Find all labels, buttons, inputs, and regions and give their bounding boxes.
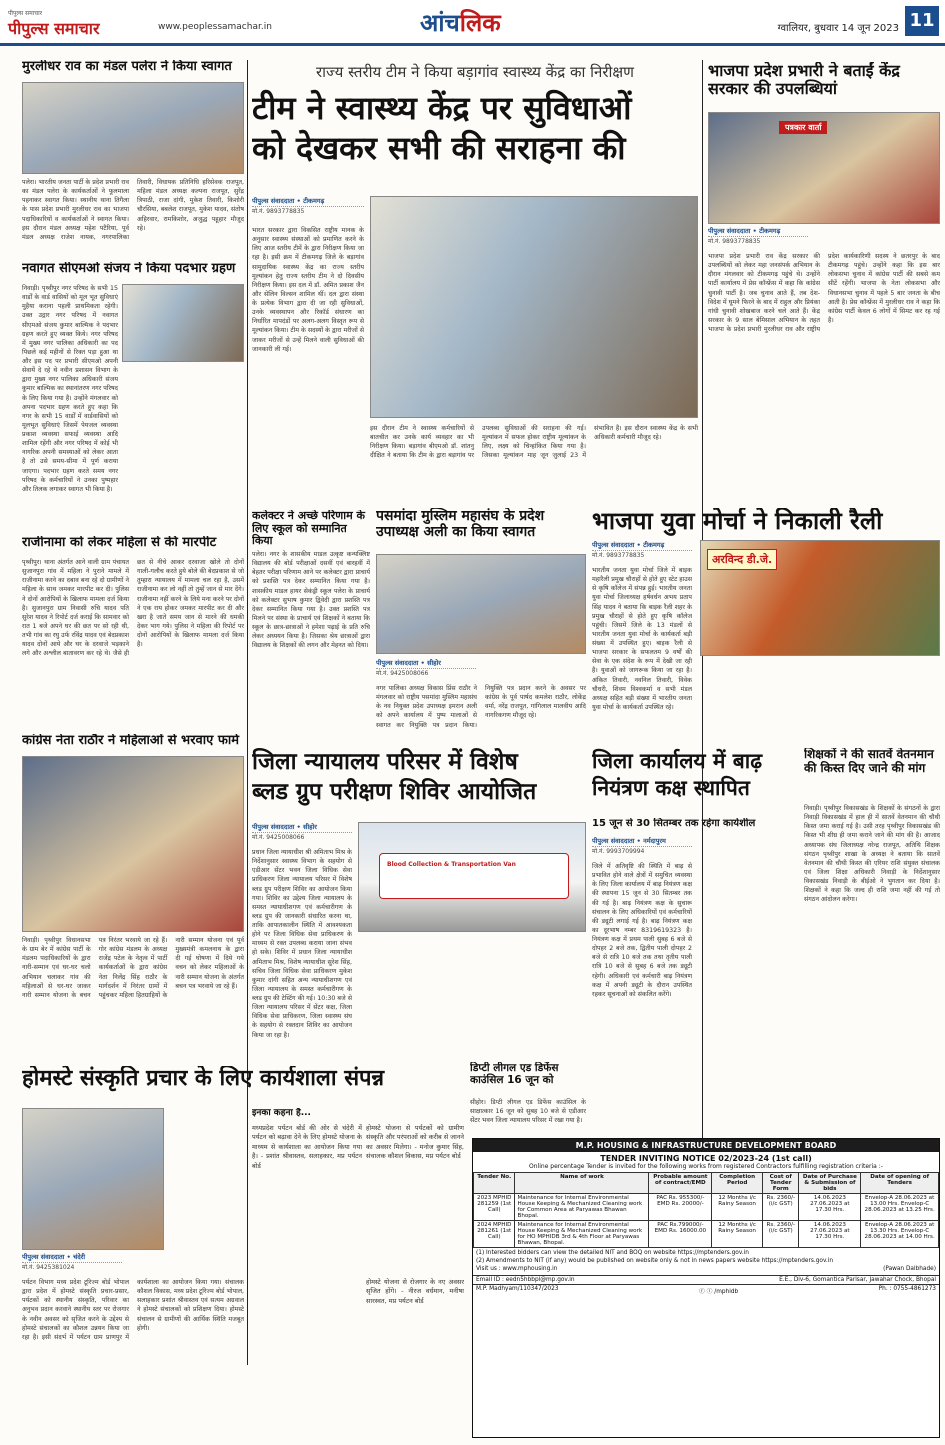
th-name: Name of work	[515, 1173, 649, 1194]
story7-headline: कलेक्टर ने अच्छे परिणाम के लिए स्कूल को सम्मानित किया	[252, 510, 365, 548]
van-shape	[379, 853, 569, 899]
press-caption: पत्रकार वार्ता	[779, 121, 827, 134]
story1-body: पलेरा। भारतीय जनता पार्टी के प्रदेश प्रभारी राव का मंडल पलेरा के कार्यकर्ताओं ने फूलमाला पहनाकर स्वागत किया। स्थानीय थाना तिगैला के पास प्रदेश प्रभारी मुरलीधर राव का भाजपा पदाधिकारियों व कार्यकर्ताओं ने स्वागत किया। इस दौरान मंडल अध्यक्ष महेश पटैरिया, पूर्व मंडल अध्यक्ष राजेश नायक, नगरपालिका तिवारी, विधायक प्रतिनिधि हरिसेवक राजपूत, महिला मंडल अध्यक्ष कल्पना राजपूत, सुरेंद्र त्रिपाठी, राजा दांगी, मुकेश तिवारी, किशोरी चौरसिया, बबलेश राजपूत, मुकेश यादव, संतोष अहिरवार, रामकिशोर, अजुद्ध पहूहार मौजूद रहे।	[22, 179, 244, 241]
story14-body-a: पर्यटन विभाग मध्य प्रदेश टूरिज्म बोर्ड भोपाल द्वारा प्रदेश में होमस्टे संस्कृति प्रचार-प्रसार, पर्यटकों को स्थानीय संस्कृति, परिवार का अनुभव प्रदान करवाने स्थानीय स्तर पर रोजगार के नवीन अवसर को सृजित करने के उद्देश्य से होमस्टे संचालकों का कौशल उन्नयन किया जा रहा है। इसी संदर्भ में पर्यटन ग्राम प्राणपुर में कार्यशाला का आयोजन किया गया। संचालक कौशल विकास, मध्य प्रदेश टूरिज्म बोर्ड भोपाल, सलाहकार प्रशांत श्रीवास्तव एवं सत्यम अग्रवाल ने होमस्टे संचालकों को प्रशिक्षण दिया। होमस्टे संचालन से ग्रामीणों की आर्थिक स्थिति मजबूत होगी।	[22, 1279, 244, 1341]
section-title	[420, 6, 501, 39]
quote-label: इनका कहना है...	[252, 1108, 311, 1118]
social-handle[interactable]: /mphidb	[714, 1289, 739, 1296]
story2-headline: नवागत सीएमओ संजय ने किया पदभार ग्रहण	[22, 262, 236, 276]
story14-headline: होमस्टे संस्कृति प्रचार के लिए कार्यशाला संपन्न	[22, 1066, 385, 1091]
story13-headline: शिक्षकों ने की सातवें वेतनमान की किस्त दिए जाने की मांग	[804, 748, 934, 775]
table-row: 2023 MPHID 281259 (1st Call) Maintenance for Internal Environmental House Keeping & Mechanized Cleaning work for Common Area at Paryawas Bhawan Bhopal. PAC Rs. 955300/- EMD Rs. 20000/- 12 Months i/c Rainy Season Rs. 2360/- (i/c GST) 14.06.2023 27.06.2023 at 17.30 Hrs. Envelop-A 28.06.2023 at 13.00 Hrs. Envelop-C 28.06.2023 at 13.25 Hrs.	[474, 1194, 939, 1221]
th-tender-no: Tender No.	[474, 1173, 515, 1194]
th-cost: Cost of Tender Form	[763, 1173, 799, 1194]
story11-body-a: जिले में अतिवृष्टि की स्थिति में बाढ़ से प्रभावित होने वाले क्षेत्रों में समुचित व्यवस्था के लिए जिला कार्यालय में बाढ़ नियंत्रण कक्ष की स्थापना 15 जून से 30 सितम्बर तक की गई है। बाढ़ नियंत्रण कक्ष के सुचारू संचालन के लिए अधिकारियों एवं कर्मचारियों की ड्यूटी लगाई गई है। बाढ़ नियंत्रण कक्ष का दूरभाष नम्बर 8319619323 है। नियंत्रण कक्ष में प्रथम पाली सुबह 6 बजे से दोपहर 2 बजे तक, द्वितीय पाली दोपहर 2 बजे से रात्रि 10 बजे तक तथा तृतीय पाली रात्रि 10 बजे से सुबह 6 बजे तक ड्यूटी रहेगी। अधिकारी एवं कर्मचारी बाढ़ नियंत्रण कक्ष में अपनी ड्यूटी के दौरान उपस्थित रहकर सूचनाओं को संकलित करेंगे।	[592, 863, 692, 998]
table-row: 2024 MPHID 281261 (1st Call) Maintenance for Internal Environmental House Keeping & Mechanized Cleaning work for HO MPHIDB 3rd & 4th Floor at Paryawas Bhawan, Bhopal. PAC Rs.799000/- EMD Rs. 16000.00 12 Months i/c Rainy Season Rs. 2360/- (i/c GST) 14.06.2023 27.06.2023 at 17.30 Hrs. Envelop-A 28.06.2023 at 13.30 Hrs. Envelop-C 28.06.2023 at 14.00 Hrs.	[474, 1221, 939, 1248]
tender-address: E.E., Div-6, Gomantica Parisar, Jawahar Chock, Bhopal	[779, 1277, 936, 1284]
tender-board: M.P. HOUSING & INFRASTRUCTURE DEVELOPMENT BOARD	[473, 1139, 939, 1152]
story2-body-a: निवाड़ी। पृथ्वीपुर नगर परिषद के सभी 15 वार्डों के वार्ड वासियों को मूल भूत सुविधाएं मुहैया कराना पहली प्राथमिकता रहेगी। उक्त उद्गार नगर परिषद में नवागत सीएमओ संजय कुमार बाल्मिक ने पदभार ग्रहण करते हुए व्यक्त किये। नगर परिषद में मुख्य नगर पालिका अधिकारी का पद पिछले कई महीनों से रिक्त पड़ा हुआ था और इस पद पर प्रभारी सीएमओ अपनी सेवायें दे रहे थे नवीन प्रशासन विभाग के द्वारा मुख्य नगर पालिका अधिकारी संजय कुमार बाल्मिक का स्थानांतरण नगर परिषद के लिए किया गया है। उन्होंने मंगलवार को अपना पदभार ग्रहण करते हुए कहा कि नगर के सभी 15 वार्डों में वार्डवासियों को मूलभूत सुविधाएं जिसमें पेयजल व्यवस्था प्रकाश व्यवस्था सफाई व्यवस्था आदि शामिल रहेंगी और नगर परिषद में कोई भी नागरिक अपनी समस्याओं को लेकर आता है तो उसे समय-सीमा में पूर्ण कराया जाएगा। पदभार ग्रहण करते समय नगर परिषद के कर्मचारियों ने उनका पुष्पहार और तिलक लगाकर स्वागत भी किया है।	[22, 285, 118, 493]
story11-body-b	[698, 838, 798, 1056]
story8-headline: पसमांदा मुस्लिम महासंघ के प्रदेश उपाध्यक्ष अली का किया स्वागत	[376, 508, 545, 541]
tender-footer-1	[473, 1275, 939, 1284]
story10-byline: पीपुल्स संवाददाता • सीहोर मो.नं. 9425008066	[252, 822, 352, 846]
twitter-icon[interactable]: ⓣ	[706, 1289, 713, 1296]
tender-subtitle: Online percentage Tender is invited for the following works from registered Contractors fulfilling registration criteria :-	[529, 1163, 883, 1170]
story6-body: भाजपा प्रदेश प्रभारी राव केंद्र सरकार की उपलब्धियों को लेकर महा जनसंपर्क अभियान के दौरान मंगलवार को टीकमगढ़ पहुंचे थे। उन्होंने पार्टी कार्यालय में प्रेस कॉन्फ्रेंस में कहा कि कांग्रेस चुनावी पार्टी है। जब चुनाव आते हैं, तब देश-विदेश में घूमने फिरने के बाद में राहुल और प्रियंका गांधी चुनावी शोखबाज करने चले आते हैं। केंद्र सरकार के 9 साल बेमिसाल अभियान के तहत भाजपा के प्रदेश प्रभारी मुरलीधर राव और राष्ट्रीय प्रदेश कार्यकारिणी सदस्य ने छतरपुर के बाद टीकमगढ़ पहुंचे। उन्होंने कहा कि इस बार लोकसभा चुनाव में कांग्रेस पार्टी की सबसे कम सीटें रहेंगी। भाजपा के नेता लोकसभा और विधानसभा चुनाव में पहले 5 बार जनता के बीच आती है। प्रेस कॉन्फ्रेंस में मुरलीधर राव ने कहा कि कांग्रेस पार्टी केवल 6 लोगों में सिमट कर रह गई है।	[708, 253, 940, 333]
story6-photo	[708, 112, 940, 224]
section-title-a: आंच	[420, 9, 460, 37]
story9-body-b	[700, 660, 940, 740]
facebook-icon[interactable]: ⓕ	[698, 1289, 705, 1296]
lead-body-b: इस दौरान टीम ने स्वास्थ्य कर्मचारियों से बातचीत कर उनके कार्य व्यवहार का भी निरीक्षण किया। बड़ागांव बीएमओ डॉ. शांतनु दीक्षित ने बताया कि टीम के द्वारा बड़ागांव पर उपलब्ध सुविधाओं की सराहना की गई। मूल्यांकन में सफल होकर राष्ट्रीय मूल्यांकन के लिए, लक्ष्य को चिन्हांकित किया गया है। जिसका मूल्यांकन माह जून जुलाई 23 में संभावित है। इस दौरान स्वास्थ्य केंद्र के सभी अधिकारी कर्मचारी मौजूद रहे।	[370, 425, 698, 460]
th-purchase: Date of Purchase & Submission of bids	[799, 1173, 861, 1194]
tender-madhyam: M.P. Madhyam/110347/2023	[476, 1286, 559, 1293]
website-url[interactable]: www.peoplessamachar.in	[158, 22, 272, 32]
tender-footer-2	[473, 1284, 939, 1296]
story6-byline: पीपुल्स संवाददाता • टीकमगढ़ मो.नं. 9893778835	[708, 226, 808, 250]
story8-body: नगर पालिका अध्यक्ष विकास प्रिंस राठौर ने मंगलवार को राष्ट्रीय पसमांदा मुस्लिम महासंघ के नव नियुक्त प्रदेश उपाध्यक्ष इमरान अली को अपने कार्यालय में पुष्प मालाओं से स्वागत कर नियुक्ति पत्र प्रदान किया। नियुक्ति पत्र प्रदान करने के अवसर पर कांग्रेस के पूर्व पार्षद कमलेश राठौर, लोकेंद्र वर्मा, नरेंद्र राजपूत, गांगिलाल मालवीय आदि नागरिकगण मौजूद रहे।	[376, 685, 586, 729]
story10-body-b	[358, 936, 586, 1058]
story4-photo	[22, 756, 244, 932]
quote-2: होमस्टे योजना से पर्यटकों को ग्रामीण संस्कृति और परंपराओं को करीब से जानने का अवसर मिलेगा। - मनोज कुमार सिंह, संचालक कौशल विकास, मप्र पर्यटन बोर्ड	[366, 1124, 464, 1161]
lead-body-a: भारत सरकार द्वारा विकसित राष्ट्रीय मानक के अनुसार स्वास्थ्य संस्थाओं को प्रमाणित करने के लिए आज स्तरीय टीमें के द्वारा निरीक्षण किया जा रहा है। इसी क्रम में टीकमगढ़ जिले के बड़ागांव सामुदायिक स्वास्थ्य केंद्र का राज्य स्तरीय मूल्यांकन हेतु राज्य स्तरीय टीम ने दो दिवसीय निरीक्षण किया। इस दल में डॉ. अमित प्रकाश जैन और सेलिन विल्सन शामिल थीं। दल द्वारा संस्था के प्रत्येक विभाग द्वारा दी जा रही सुविधाओं, उनके व्यवस्थापन और रिकॉर्ड संधारण का निर्धारित मापदंडों पर अलग-अलग विस्तृत रूप से मूल्यांकन किया। टीम के सदस्यों के द्वारा मरीजों से जाकर मरीजों से उन्हें मिलने वाली सुविधाओं की जानकारी ली गई।	[252, 227, 364, 353]
story3-headline: राजीनामा को लेकर महिला से की मारपीट	[22, 536, 217, 550]
lead-byline: पीपुल्स संवाददाता • टीकमगढ़ मो.नं. 9893778835	[252, 196, 364, 222]
story14-byline: पीपुल्स संवाददाता • चंदेरी मो.नं. 9425381024	[22, 1252, 122, 1276]
tender-phone: Ph. : 0755-4861273	[878, 1286, 936, 1293]
tender-note-1[interactable]: (1) Interested bidders can view the detailed NIT and BOQ on website https://mptenders.gov.in	[476, 1250, 749, 1256]
logo-tag: पीपुल्स समाचार	[8, 10, 43, 17]
social-icons[interactable]	[699, 1286, 738, 1295]
th-period: Completion Period	[712, 1173, 763, 1194]
story9-photo	[700, 540, 940, 656]
quote-3: होमस्टे योजना से रोजगार के नए अवसर सृजित होंगे। - नीरज वर्धमान, मनीषा सारस्वत, मप्र पर्यटन बोर्ड	[366, 1278, 464, 1305]
story9-byline: पीपुल्स संवाददाता • टीकमगढ़ मो.नं. 9893778835	[592, 540, 692, 564]
logo-text: पीपुल्स समाचार	[8, 19, 100, 38]
tender-email[interactable]: Email ID : eedn5hbbpl@mp.gov.in	[476, 1277, 575, 1284]
story3-body: पृथ्वीपुर। थाना अंतर्गत आने वाली ग्राम पंचायत सुजानपुरा गांव में महिला ने पुराने मामले में राजीनामा करने का दबाव बना रहे दो ग्रामीणों ने महिला के साथ जमकर मारपीट कर दी। पुलिस ने दोनों आरोपियों के खिलाफ मामला दर्ज किया है। सुजानपुरा ग्राम निवासी रुचि यादव पति सुरेश यादव ने रिपोर्ट दर्ज कराई कि सामवार को रात 1 बजे अपने घर की छत पर सो रही थी, तभी गांव का रघु उर्फ रविंद्र यादव एवं बेदप्रकाश यादव दोनों आये और घर के दरवाजे भड़काने लगे और अश्लील बातावरण कर रहे थे। जैसे ही छत से नीचे आकर दरवाजा खोले तो दोनों गाली-गलौच करते हुये बोले की बेदप्रकाश से जो तुम्हारा न्यायालय में मामला चल रहा है, उसमें राजीनामा कर लो नहीं तो तुम्हें जान से मार देंगे। राजीनामा नहीं करने के लिये मना करने पर दोनों ने एक राय होकर जमकर मारपीट कर दी और खरा है जाते समय जान से मारने की धमकी देकर भाग गये। पुलिस ने महिला की रिपोर्ट पर दोनों आरोपियों के खिलाफ मामला दर्ज किया है।	[22, 559, 244, 658]
van-text: Blood Collection & Transportation Van	[387, 861, 516, 868]
tender-title: TENDER INVITING NOTICE 02/2023-24 (1st call)	[600, 1154, 812, 1163]
story12-headline: डिप्टी लीगल एड डिफेंस काउंसिल 16 जून को	[470, 1062, 559, 1087]
story9-headline: भाजपा युवा मोर्चा ने निकाली रैली	[592, 508, 883, 535]
story8-photo	[376, 554, 586, 654]
story4-headline: कांग्रेस नेता राठौर ने महिलाओं से भरवाए फार्म	[22, 734, 239, 748]
section-title-b: लिक	[459, 9, 501, 37]
story2-body-b	[122, 366, 244, 530]
dateline: ग्वालियर, बुधवार 14 जून 2023	[777, 23, 899, 34]
story1-photo	[22, 82, 244, 174]
dj-banner: अरविन्द डी.जे.	[707, 549, 777, 570]
story2-photo	[122, 284, 244, 362]
story10-headline: जिला न्यायालय परिसर में विशेष ब्लड ग्रुप परीक्षण शिविर आयोजित	[252, 749, 537, 805]
story11-byline: पीपुल्स संवाददाता • नर्मदापुरम मो.नं. 9993709994	[592, 836, 692, 860]
quote-1: मध्यप्रदेश पर्यटन बोर्ड की ओर से चंदेरी में पर्यटन को बढ़ावा देने के लिए होमस्टे योजना के माध्यम से कार्यशाला का आयोजन किया गया है। - प्रशांत श्रीवास्तव, सलाहकार, मप्र पर्यटन बोर्ड	[252, 1124, 362, 1170]
tender-table	[473, 1172, 939, 1248]
story9-body-a: भारतीय जनता युवा मोर्चा जिले में बाइक महारैली प्रमुख चौराहों से होते हुए स्टेट हाउस से कृषि कॉलेज में संपन्न हुई। भारतीय जनता युवा मोर्चा जिलाध्यक्ष हर्षवर्धन अभय प्रताप सिंह यादव ने बताया कि बाइक रैली शहर के प्रमुख चौराहों से होते हुए कृषि कॉलेज पहुंची। जिसमें जिले के 13 मंडलों से भारतीय जनता युवा मोर्चा के कार्यकर्ता बड़ी संख्या में उपस्थित हुए। बाइक रैली से भाजपा सरकार के सफलतम 9 वर्षों की सेवा के एक संदेश के रूप में देखी जा रही है। युवाओं को जागरूक किया जा रहा है। अंकित तिवारी, नवनिल तिवारी, विवेक चौधरी, शिवम विश्वकर्मा व सभी मंडल अध्यक्ष सहित बड़ी संख्या में भारतीय जनता युवा मोर्चा के कार्यकर्ता उपस्थित रहे।	[592, 567, 692, 711]
story14-photo	[22, 1108, 164, 1250]
tender-visit[interactable]: Visit us : www.mphousing.in	[476, 1265, 558, 1272]
story11-headline: जिला कार्यालय में बाढ़ नियंत्रण कक्ष स्थापित	[592, 749, 763, 801]
tender-signature: (Pawan Dalbhade)	[883, 1265, 936, 1272]
story10-photo	[358, 822, 586, 932]
tender-notes	[473, 1248, 939, 1275]
story7-body: पलेरा। नगर के शासकीय माडल उत्कृष्ट कन्यक्लिष्ट विद्यालय की बोर्ड परीक्षाओं दसवीं एवं बारहवीं में बेहतर परीक्षा परिणाम आने पर कलेक्टर द्वारा प्राचार्य को प्रशस्ति पत्र देकर सम्मानित किया गया है। शासकीय माडल हायर सेकंड्री स्कूल पलेरा के प्राचार्य को कलेक्टर सुभाष कुमार द्विवेदी द्वारा प्रशस्ति पत्र देकर सम्मानित किया गया है। उक्त प्रशस्ति पत्र मिलने पर संस्था के प्राचार्य एवं शिक्षकों ने बताया कि स्कूल के छात्र-छात्राओं ने हमेशा पढ़ाई के प्रति रुचि लेकर अध्ययन किया है। जिसका श्रेय छात्राओं द्वारा विद्यालय के शिक्षकों की लगन और मेहनत को दिया।	[252, 551, 370, 650]
lead-kicker: राज्य स्तरीय टीम ने किया बड़ागांव स्वास्थ्य केंद्र का निरीक्षण	[316, 63, 634, 81]
story12-body: सीहोर। डिप्टी लीगल एड डिफेंस काउंसिल के साक्षात्कार 16 जून को सुबह 10 बजे से एडीआर सेंटर भवन जिला न्यायालय परिसर में रखा गया है।	[470, 1099, 586, 1125]
story1-headline: मुरलीधर राव का मंडल पलेरा ने किया स्वागत	[22, 60, 232, 74]
tender-note-2[interactable]: (2) Amendments to NIT (if any) would be published on website only & not in news papers website https://mptenders.gov.in	[476, 1257, 834, 1264]
th-opening: Date of opening of Tenders	[861, 1173, 939, 1194]
column-rule	[247, 60, 248, 1365]
newspaper-logo[interactable]	[8, 10, 100, 39]
story14-body-b	[168, 1108, 244, 1276]
story11-deck: 15 जून से 30 सितम्बर तक रहेगा कार्यशील	[592, 818, 756, 829]
lead-photo	[370, 196, 698, 418]
th-amount: Probable amount of contract/EMD	[649, 1173, 712, 1194]
story4-body: निवाड़ी। पृथ्वीपुर विधानसभा के ग्राम बेर में कांग्रेस पार्टी के मंडलम पदाधिकारियों के द्वारा नारी-सम्मान एवं घर-घर चलो अभियान चलाकर गांव की महिलाओं से घर-घर जाकर नारी सम्मान योजना के बचन पत्र निरंतर भरवाये जा रहे हैं। गोर कांग्रेस मंडलम के अध्यक्ष राजेंद्र पटेल के नेतृत्व में पार्टी कार्यकर्ताओं के द्वारा कांग्रेस नेता निलेंद्र सिंह राठौर के मार्गदर्शन में निरंतर ग्रामों में पहुंचकर महिला हितग्राहियों के नारी सम्मान योजना एवं पूर्व मुख्यमंत्री कमलनाथ के द्वारा दी गई घोषणा में दिये गये वचन को लेकर महिलाओं के नारी सम्मान योजना के अंतर्गत बचन पत्र भरवाये जा रहे हैं।	[22, 937, 244, 999]
story8-byline: पीपुल्स संवाददाता • सीहोर मो.नं. 9425008066	[376, 658, 476, 682]
lead-headline: टीम ने स्वास्थ्य केंद्र पर सुविधाओं को देखकर सभी की सराहना की	[252, 89, 632, 167]
page-number: 11	[905, 6, 939, 36]
story6-headline: भाजपा प्रदेश प्रभारी ने बताईं केंद्र सरकार की उपलब्धियां	[708, 62, 900, 99]
story13-body: निवाड़ी। पृथ्वीपुर विकासखंड के शिक्षकों के संगठनों के द्वारा निवाड़ी विकासखंड में हाल ही में सातवें वेतनमान की चौथी किस्त जमा कराई गई है। उसी तरह पृथ्वीपुर विकासखंड की किस्त भी शीघ्र ही जमा कराने जाने की मांग की है। आजाद अध्यापक संघ जिलाध्यक्ष नरेन्द्र राजपूत, अतिथि शिक्षक संगठन पृथ्वीपुर शाखा के अध्यक्ष ने बताया कि सातवें वेतनमान की चौथी किस्त की एरियर राशि संयुक्त संचालक एवं जिला शिक्षा अधिकारी निवाड़ी के निर्देशानुसार विकासखंड निवाड़ी के बीईओ ने भुगतान कर दिया है। शिक्षकों ने कहा कि जल्द ही राशि जमा नहीं की गई तो संगठन आंदोलन करेगा।	[804, 805, 940, 904]
story10-body-a: प्रधान जिला न्यायाधीश श्री अमिताभ मिश्र के निर्देशानुसार स्वास्थ्य विभाग के सहयोग से एडीआर सेंटर भवन जिला विधिक सेवा प्राधिकरण जिला न्यायालय परिसर में विशेष ब्लड ग्रुप परीक्षण शिविर का आयोजन किया गया। शिविर का उद्देश्य जिला न्यायालय के समस्त न्यायाधीशगण एवं कर्मचारीगण के ब्लड ग्रुप की जानकारी संधारित करना था, ताकि आपातकालीन स्थिति में आवश्यकता होने पर जिला विधिक सेवा प्राधिकरण के माध्यम से रक्त उपलब्ध कराया जाना संभव हो सके। शिविर में प्रधान जिला न्यायाधीश अमिताभ मिश्र, विशेष न्यायाधीश सुरेश सिंह, सचिव जिला विधिक सेवा प्राधिकरण मुकेश कुमार दांगी सहित अन्य न्यायाधीशगण एवं जिला न्यायालय के समस्त कर्मचारीगण के ब्लड ग्रुप की टेस्टिंग की गई। 10:30 बजे से जिला न्यायालय परिसर में सेंटर कक्ष, जिला विधिक सेवा प्राधिकरण, जिला स्वास्थ्य संघ के सहयोग से रक्तदान शिविर का आयोजन किया जा रहा है।	[252, 849, 352, 1039]
tender-notice	[472, 1138, 940, 1438]
masthead	[0, 0, 945, 46]
